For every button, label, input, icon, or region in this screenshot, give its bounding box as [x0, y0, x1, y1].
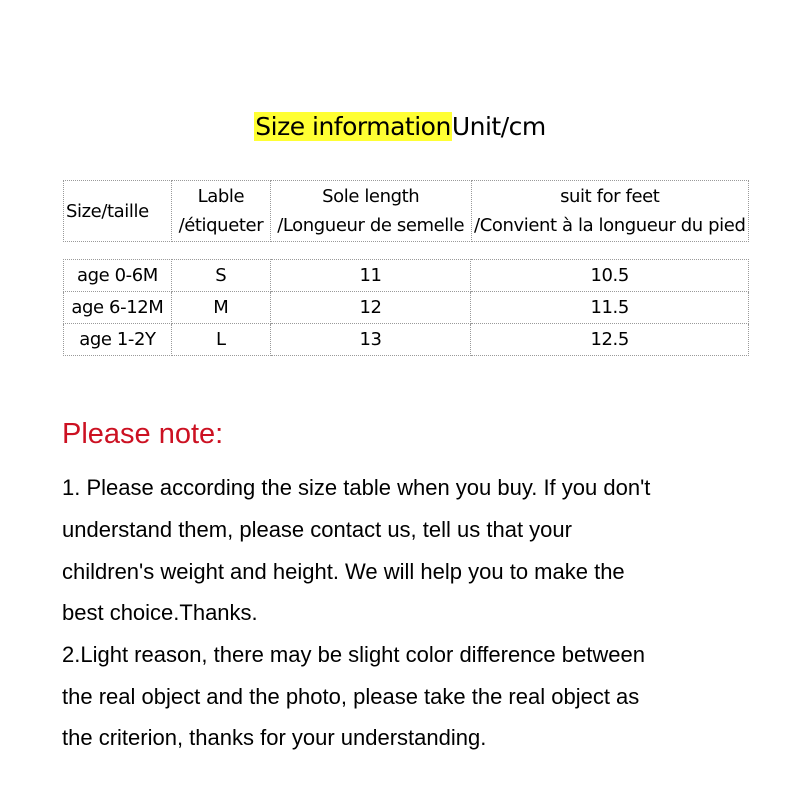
cell-feet-length: 10.5 [471, 260, 749, 292]
header-size: Size/taille [64, 181, 172, 242]
cell-label: L [171, 324, 270, 356]
table-row [64, 292, 749, 324]
note-line: best choice.Thanks. [62, 600, 258, 625]
note-line: understand them, please contact us, tell us that your [62, 517, 572, 542]
cell-size: age 0-6M [64, 260, 172, 292]
size-table-body [63, 259, 749, 356]
cell-label: S [171, 260, 270, 292]
cell-feet-length: 11.5 [471, 292, 749, 324]
cell-size: age 6-12M [64, 292, 172, 324]
note-line: 2.Light reason, there may be slight color difference between [62, 642, 645, 667]
title-unit: Unit/cm [451, 112, 546, 141]
table-row [64, 324, 749, 356]
size-table-header [63, 180, 749, 242]
cell-feet-length: 12.5 [471, 324, 749, 356]
size-info-title [0, 112, 800, 141]
note-line: the real object and the photo, please take the real object as [62, 684, 640, 709]
header-sole-length: Sole length /Longueur de semelle [270, 181, 471, 242]
note-line: 1. Please according the size table when you buy. If you don't [62, 475, 651, 500]
cell-sole-length: 13 [270, 324, 471, 356]
header-suit-for-feet: suit for feet /Convient à la longueur du pied [471, 181, 748, 242]
table-row [64, 260, 749, 292]
cell-label: M [171, 292, 270, 324]
note-line: children's weight and height. We will help you to make the [62, 559, 625, 584]
cell-sole-length: 11 [270, 260, 471, 292]
note-title: Please note: [62, 418, 224, 450]
cell-sole-length: 12 [270, 292, 471, 324]
note-line: the criterion, thanks for your understanding. [62, 725, 487, 750]
title-highlight: Size information [255, 112, 451, 141]
header-label: Lable /étiqueter [171, 181, 270, 242]
cell-size: age 1-2Y [64, 324, 172, 356]
